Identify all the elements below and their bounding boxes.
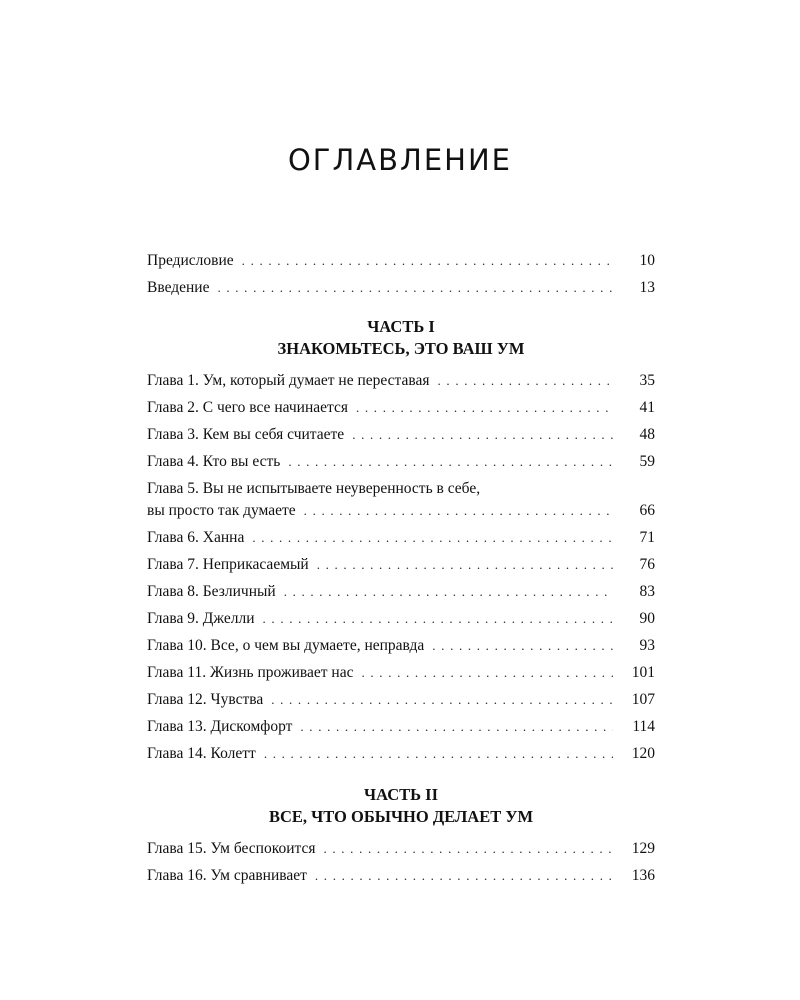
toc-entry-chapter-5[interactable] [147, 502, 655, 529]
dot-leader [263, 611, 613, 627]
toc-entry-chapter-8[interactable] [147, 583, 655, 610]
dot-leader [362, 665, 614, 681]
page-number: 114 [632, 718, 655, 735]
entry-label: Глава 16. Ум сравнивает [147, 867, 307, 884]
dot-leader [315, 868, 613, 884]
part-heading-2 [147, 784, 655, 828]
entry-label: Глава 2. С чего все начинается [147, 399, 348, 416]
dot-leader [304, 503, 613, 519]
page-number: 93 [639, 637, 655, 654]
toc-entry-preface[interactable] [147, 252, 655, 279]
entry-label: Глава 5. Вы не испытываете неуверенность в себе, [147, 480, 481, 497]
dot-leader [352, 427, 613, 443]
dot-leader [438, 373, 613, 389]
entry-label: Глава 3. Кем вы себя считаете [147, 426, 345, 443]
entry-label: Введение [147, 279, 210, 296]
part-name: ВСЕ, ЧТО ОБЫЧНО ДЕЛАЕТ УМ [268, 807, 534, 826]
page-number: 66 [639, 502, 655, 519]
toc-entry-chapter-12[interactable] [147, 691, 655, 718]
page-number: 10 [639, 252, 655, 269]
part-heading-1 [147, 316, 655, 360]
entry-label: Глава 8. Безличный [147, 583, 276, 600]
entry-label: Глава 10. Все, о чем вы думаете, неправда [147, 637, 425, 654]
dot-leader [432, 638, 613, 654]
toc-entry-chapter-13[interactable] [147, 718, 655, 745]
dot-leader [217, 280, 613, 296]
dot-leader [242, 253, 613, 269]
dot-leader [264, 746, 613, 762]
dot-leader [284, 584, 613, 600]
page-title: ОГЛАВЛЕНИЕ [287, 143, 512, 177]
toc-entry-chapter-4[interactable] [147, 453, 655, 480]
entry-label: Глава 15. Ум беспокоится [147, 840, 316, 857]
toc-entry-chapter-10[interactable] [147, 637, 655, 664]
part-name: ЗНАКОМЬТЕСЬ, ЭТО ВАШ УМ [277, 339, 525, 358]
page-number: 76 [639, 556, 655, 573]
page-number: 41 [639, 399, 655, 416]
dot-leader [271, 692, 613, 708]
page-number: 59 [639, 453, 655, 470]
entry-label: Глава 13. Дискомфорт [147, 718, 293, 735]
entry-label: Глава 9. Джелли [147, 610, 255, 627]
entry-label: вы просто так думаете [147, 502, 296, 519]
page-number: 71 [639, 529, 655, 546]
toc-entry-chapter-3[interactable] [147, 426, 655, 453]
toc-entry-chapter-11[interactable] [147, 664, 655, 691]
toc-entry-chapter-7[interactable] [147, 556, 655, 583]
toc-entry-chapter-1[interactable] [147, 372, 655, 399]
toc-entry-chapter-14[interactable] [147, 745, 655, 772]
toc-entry-chapter-6[interactable] [147, 529, 655, 556]
page-number: 13 [639, 279, 655, 296]
page-number: 101 [631, 664, 655, 681]
entry-label: Глава 1. Ум, который думает не переставая [147, 372, 430, 389]
page-number: 35 [639, 372, 655, 389]
page-number: 107 [631, 691, 655, 708]
dot-leader [323, 841, 613, 857]
dot-leader [288, 454, 613, 470]
page-number: 120 [631, 745, 655, 762]
dot-leader [317, 557, 613, 573]
dot-leader [252, 530, 613, 546]
page-number: 83 [639, 583, 655, 600]
entry-label: Глава 11. Жизнь проживает нас [147, 664, 354, 681]
entry-label: Глава 7. Неприкасаемый [147, 556, 309, 573]
entry-label: Глава 14. Колетт [147, 745, 256, 762]
toc-entry-introduction[interactable] [147, 279, 655, 306]
part-number: ЧАСТЬ II [363, 785, 438, 804]
toc-entry-chapter-9[interactable] [147, 610, 655, 637]
part-number: ЧАСТЬ I [367, 317, 435, 336]
dot-leader [356, 400, 613, 416]
entry-label: Предисловие [147, 252, 234, 269]
entry-label: Глава 4. Кто вы есть [147, 453, 281, 470]
table-of-contents [147, 252, 655, 894]
toc-entry-chapter-2[interactable] [147, 399, 655, 426]
page-number: 129 [631, 840, 655, 857]
page-number: 48 [639, 426, 655, 443]
toc-entry-chapter-5-line-1[interactable] [147, 480, 655, 502]
toc-entry-chapter-16[interactable] [147, 867, 655, 894]
entry-label: Глава 6. Ханна [147, 529, 245, 546]
page-number: 90 [639, 610, 655, 627]
entry-label: Глава 12. Чувства [147, 691, 264, 708]
page-number: 136 [631, 867, 655, 884]
toc-entry-chapter-15[interactable] [147, 840, 655, 867]
dot-leader [300, 719, 613, 735]
